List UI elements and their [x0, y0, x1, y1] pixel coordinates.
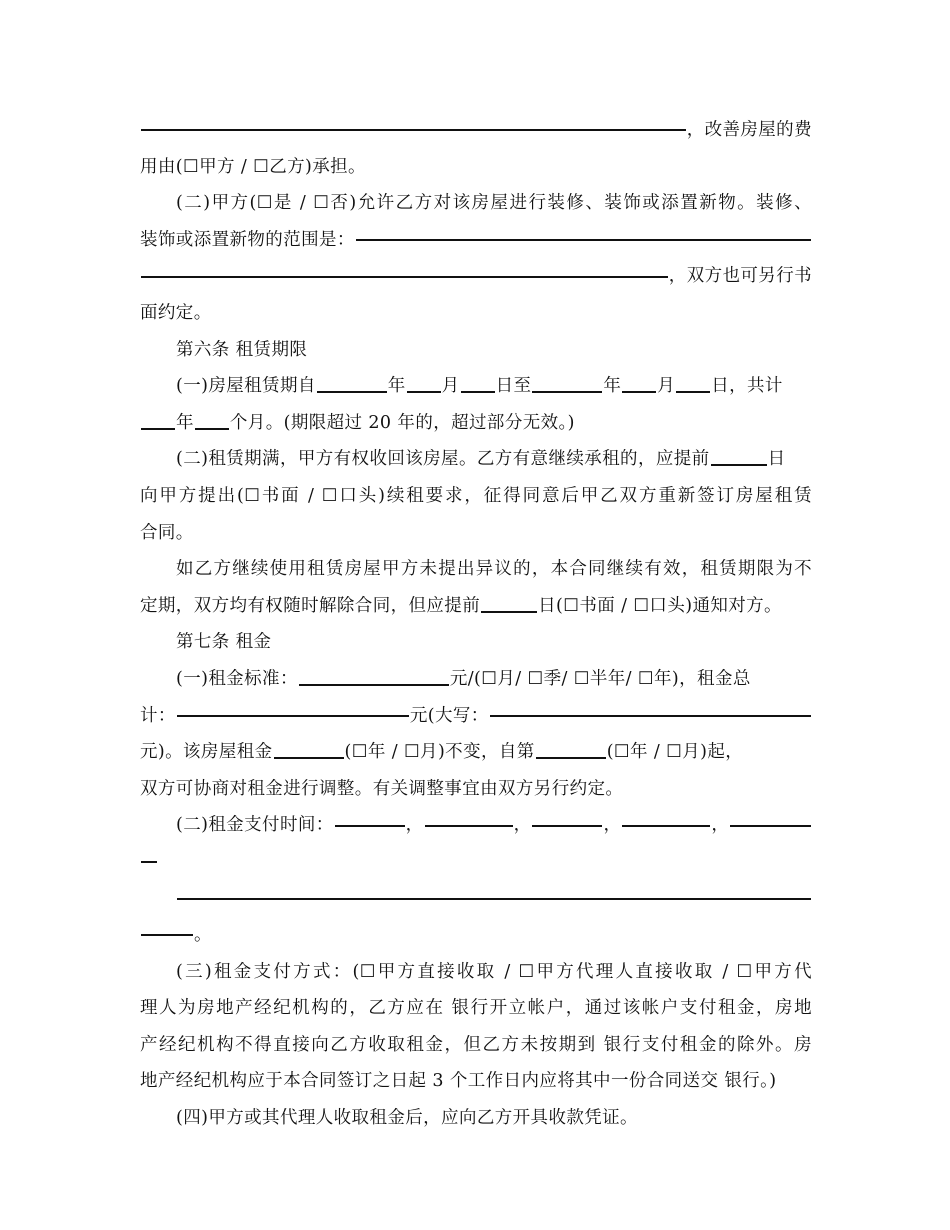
text: 年 — [603, 376, 622, 397]
blank-line — [141, 934, 193, 936]
text: 日至 — [495, 376, 532, 397]
comma: ， — [405, 815, 424, 836]
text: 元(大写： — [409, 705, 489, 726]
blank-pay-time — [425, 825, 513, 827]
contract-page — [140, 112, 812, 1137]
text: 月 — [657, 376, 676, 397]
blank-month-start — [407, 391, 441, 393]
blank-line — [177, 898, 811, 900]
comma: ， — [513, 815, 532, 836]
blank-pay-time — [730, 825, 811, 827]
line-5 — [140, 258, 812, 295]
text: (一)租金标准： — [176, 668, 298, 689]
line-21 — [140, 844, 812, 881]
blank-year-end — [532, 391, 602, 393]
blank-months — [195, 428, 229, 430]
line-10 — [140, 441, 812, 478]
text: ，改善房屋的费 — [686, 120, 812, 140]
line-22 — [140, 880, 812, 917]
line-18 — [140, 734, 812, 771]
line-3: (二)甲方(☐是 / ☐否)允许乙方对该房屋进行装修、装饰或添置新物。装修、 — [176, 193, 812, 214]
line-2: 用由(☐甲方 / ☐乙方)承担。 — [140, 156, 366, 177]
blank-unchanged-period — [274, 757, 344, 759]
line-12: 合同。 — [140, 522, 194, 543]
comma: ， — [711, 815, 730, 836]
text: 定期，双方均有权随时解除合同，但应提前 — [140, 595, 481, 616]
text: 装饰或添置新物的范围是： — [140, 229, 355, 250]
line-14 — [140, 588, 812, 625]
blank-line — [356, 239, 811, 241]
line-26: 产经纪机构不得直接向乙方收取租金，但乙方未按期到 银行支付租金的除外。房 — [140, 1034, 812, 1055]
line-28: (四)甲方或其代理人收取租金后，应向乙方开具收款凭证。 — [176, 1108, 638, 1129]
text: (☐年 / ☐月)起， — [606, 742, 744, 763]
blank-days — [711, 464, 767, 466]
text: 元/(☐月/ ☐季/ ☐半年/ ☐年)，租金总 — [449, 668, 751, 689]
text: 月 — [441, 376, 460, 397]
blank-pay-time — [532, 825, 602, 827]
text: 计： — [140, 705, 176, 726]
blank-pay-time — [622, 825, 710, 827]
blank-line — [141, 129, 686, 131]
blank-total — [177, 715, 409, 717]
line-1 — [140, 112, 812, 149]
line-16 — [140, 661, 812, 698]
blank-day-end — [676, 391, 710, 393]
text: 年 — [387, 376, 406, 397]
blank-pay-time — [335, 825, 405, 827]
blank-day-start — [461, 391, 495, 393]
line-4 — [140, 222, 812, 259]
text: 日，共计 — [711, 376, 783, 397]
blank-rent-amount — [299, 684, 449, 686]
comma: ， — [603, 815, 622, 836]
blank-line — [141, 861, 157, 863]
text: 年 — [176, 412, 194, 433]
text: (一)房屋租赁期自 — [176, 376, 316, 397]
blank-total-words — [490, 715, 811, 717]
blank-adjust-from — [536, 757, 606, 759]
article-7-heading: 第七条 租金 — [176, 632, 272, 653]
line-8 — [140, 368, 812, 405]
line-6: 面约定。 — [140, 302, 212, 323]
text: 。 — [194, 925, 212, 946]
blank-month-end — [622, 391, 656, 393]
blank-year-start — [317, 391, 387, 393]
blank-years — [141, 428, 175, 430]
blank-days — [481, 611, 537, 613]
text: (二)租赁期满，甲方有权收回该房屋。乙方有意继续承租的，应提前 — [176, 449, 710, 470]
line-24: (三)租金支付方式：(☐甲方直接收取 / ☐甲方代理人直接收取 / ☐甲方代 — [176, 961, 812, 982]
line-11: 向甲方提出(☐书面 / ☐口头)续租要求，征得同意后甲乙双方重新签订房屋租赁 — [140, 485, 812, 506]
text: ，双方也可另行书 — [668, 266, 812, 287]
article-6-heading: 第六条 租赁期限 — [176, 339, 308, 360]
text: (☐年 / ☐月)不变，自第 — [344, 742, 535, 763]
text: 日 — [767, 449, 786, 470]
line-25: 理人为房地产经纪机构的，乙方应在 银行开立帐户，通过该帐户支付租金，房地 — [140, 998, 812, 1019]
line-9 — [140, 405, 812, 442]
blank-line — [141, 276, 668, 278]
line-27: 地产经纪机构应于本合同签订之日起 3 个工作日内应将其中一份合同送交 银行。) — [140, 1071, 777, 1092]
line-19: 双方可协商对租金进行调整。有关调整事宜由双方另行约定。 — [140, 778, 624, 799]
text: 个月。(期限超过 20 年的，超过部分无效。) — [229, 412, 575, 433]
text: (二)租金支付时间： — [176, 815, 334, 836]
text: 元)。该房屋租金 — [140, 742, 273, 763]
line-23 — [140, 917, 812, 954]
text: 日(☐书面 / ☐口头)通知对方。 — [538, 595, 782, 616]
line-20 — [140, 807, 812, 844]
line-17 — [140, 698, 812, 735]
line-13: 如乙方继续使用租赁房屋甲方未提出异议的，本合同继续有效，租赁期限为不 — [176, 559, 812, 580]
